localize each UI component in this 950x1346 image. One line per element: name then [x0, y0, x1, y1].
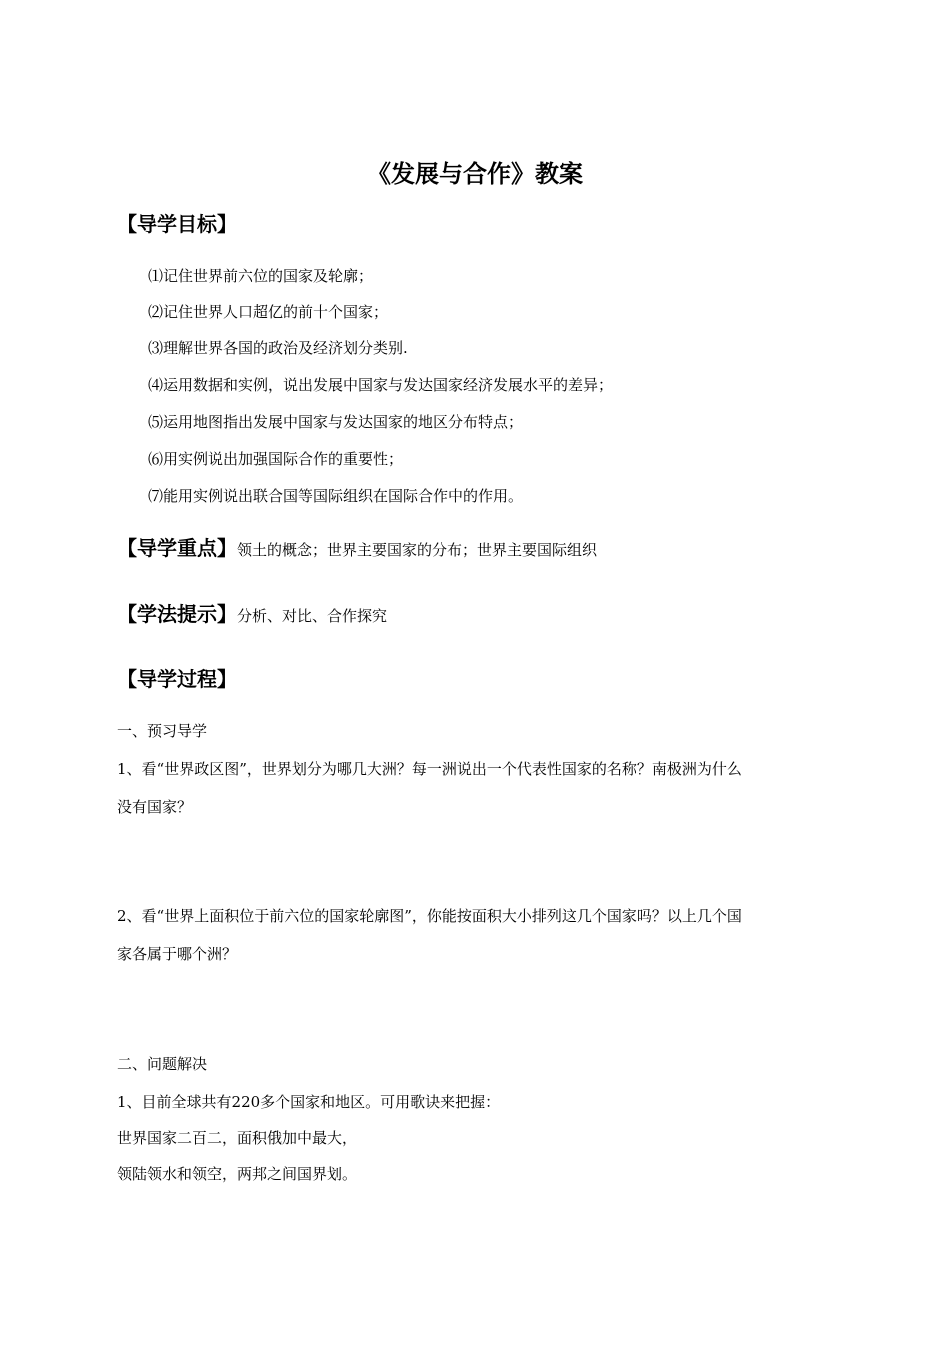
verse-line-1: 世界国家二百二，面积俄加中最大， [117, 1129, 358, 1147]
goal-item-3: ⑶理解世界各国的政治及经济划分类别. [148, 339, 408, 357]
goal-item-2: ⑵记住世界人口超亿的前十个国家； [148, 303, 389, 321]
method-text: 分析、对比、合作探究 [237, 607, 388, 625]
goal-item-5: ⑸运用地图指出发展中国家与发达国家的地区分布特点； [148, 413, 524, 431]
method-section [117, 600, 387, 630]
goal-item-1: ⑴记住世界前六位的国家及轮廓； [148, 267, 374, 285]
part2-label: 二、问题解决 [117, 1055, 208, 1073]
question-1-line-2: 没有国家？ [117, 798, 193, 816]
method-heading: 【学法提示】 [117, 602, 237, 626]
key-points-heading: 【导学重点】 [117, 536, 237, 560]
question-2-line-1: 2、看“世界上面积位于前六位的国家轮廓图”，你能按面积大小排列这几个国家吗？以上几个国 [117, 907, 742, 925]
goal-item-4: ⑷运用数据和实例，说出发展中国家与发达国家经济发展水平的差异； [148, 376, 614, 394]
verse-line-2: 领陆领水和领空，两邦之间国界划。 [117, 1165, 358, 1183]
part1-label: 一、预习导学 [117, 722, 208, 740]
key-points-text: 领土的概念；世界主要国家的分布；世界主要国际组织 [237, 541, 598, 559]
goal-item-7: ⑺能用实例说出联合国等国际组织在国际合作中的作用。 [148, 487, 524, 505]
document-title: 《发展与合作》教案 [367, 160, 583, 188]
goal-item-6: ⑹用实例说出加强国际合作的重要性； [148, 450, 404, 468]
part2-paragraph-1: 1、目前全球共有220多个国家和地区。可用歌诀来把握： [117, 1093, 501, 1111]
key-points-section [117, 534, 597, 564]
question-1-line-1: 1、看“世界政区图”，世界划分为哪几大洲？每一洲说出一个代表性国家的名称？南极洲为什么 [117, 760, 742, 778]
process-heading: 【导学过程】 [117, 667, 237, 691]
question-2-line-2: 家各属于哪个洲？ [117, 945, 238, 963]
goals-heading: 【导学目标】 [117, 212, 237, 236]
